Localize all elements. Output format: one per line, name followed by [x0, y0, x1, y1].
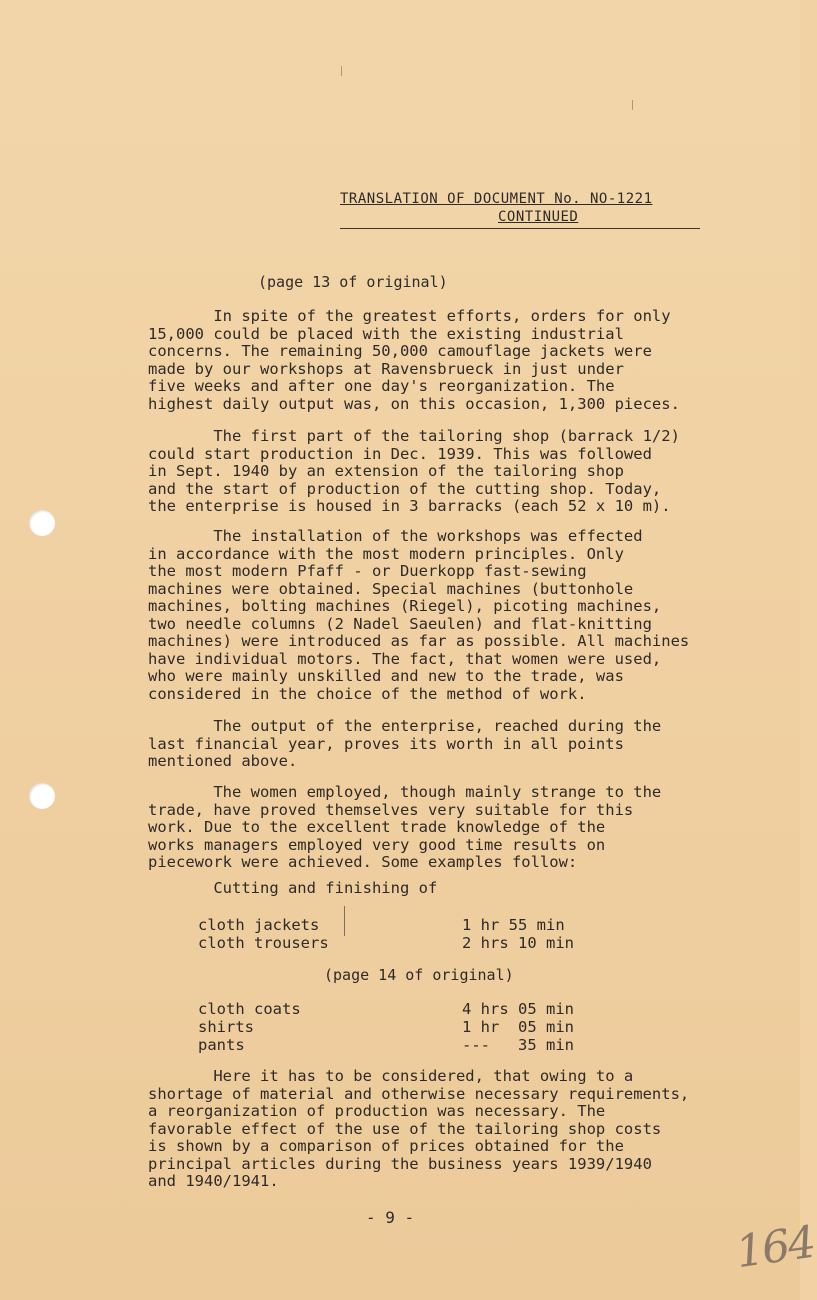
heading-continued: CONTINUED	[498, 209, 579, 225]
paragraph: The women employed, though mainly strange to the trade, have proved themselves very suitable for this work. Due to the excellent trade knowledge of the works managers employed very good time results on piecework were achieved. Some examples follow:	[148, 783, 662, 871]
time-item: cloth jackets	[198, 916, 320, 934]
paragraph: The output of the enterprise, reached during the last financial year, proves its worth in all points mentioned above.	[148, 717, 662, 770]
time-value: 1 hr 05 min	[462, 1018, 574, 1036]
time-value: 1 hr 55 min	[462, 916, 565, 934]
time-value: --- 35 min	[462, 1036, 574, 1054]
time-item: shirts	[198, 1018, 254, 1036]
handwritten-page-number: 164	[732, 1216, 817, 1279]
page-reference: (page 14 of original)	[324, 966, 514, 984]
time-value: 4 hrs 05 min	[462, 1000, 574, 1018]
time-value: 2 hrs 10 min	[462, 934, 574, 952]
page-number: - 9 -	[366, 1208, 415, 1227]
time-item: pants	[198, 1036, 245, 1054]
paragraph: In spite of the greatest efforts, orders for only 15,000 could be placed with the existing industrial concerns. The remaining 50,000 camouflage jackets were made by our workshops at Ravensbrueck in just under five weeks and after one day's reorganization. The highest daily output was, on this occasion, 1,300 pieces.	[148, 307, 680, 413]
punch-hole	[29, 783, 55, 809]
paragraph: Here it has to be considered, that owing to a shortage of material and otherwise necessary requirements, a reorganization of production was necessary. The favorable effect of the use of the tailoring shop costs is shown by a comparison of prices obtained for the principal articles during the business years 1939/1940 and 1940/1941.	[148, 1067, 690, 1190]
paragraph: The installation of the workshops was effected in accordance with the most modern principles. Only the most modern Pfaff - or Duerkopp fast-sewing machines were obtained. Special machines (buttonhole machines, bolting machines (Riegel), picoting machines, two needle columns (2 Nadel Saeulen) and flat-knitting machines) were introduced as far as possible. All machines have individual motors. The fact, that women were used, who were mainly unskilled and new to the trade, was considered in the choice of the method of work.	[148, 527, 690, 703]
time-row	[198, 916, 618, 934]
paragraph: Cutting and finishing of	[148, 879, 438, 897]
pencil-mark	[341, 66, 342, 76]
time-item: cloth coats	[198, 1000, 301, 1018]
time-row	[198, 1018, 618, 1036]
time-row	[198, 934, 618, 952]
pencil-mark	[632, 100, 633, 110]
time-row	[198, 1000, 618, 1018]
punch-hole	[29, 510, 55, 536]
time-item: cloth trousers	[198, 934, 329, 952]
paragraph: The first part of the tailoring shop (barrack 1/2) could start production in Dec. 1939. This was followed in Sept. 1940 by an extension of the tailoring shop and the start of production of the cutting shop. Today, the enterprise is housed in 3 barracks (each 52 x 10 m).	[148, 427, 680, 515]
page-reference: (page 13 of original)	[258, 273, 448, 291]
heading-rule	[340, 228, 700, 229]
pencil-mark	[344, 906, 345, 936]
document-heading	[340, 190, 700, 226]
time-row	[198, 1036, 618, 1054]
heading-title: TRANSLATION OF DOCUMENT No. NO-1221	[340, 191, 653, 207]
